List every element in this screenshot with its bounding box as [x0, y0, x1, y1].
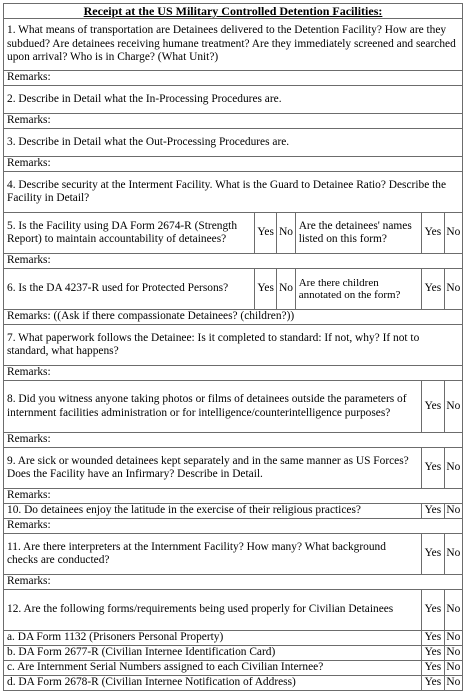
question-10: 10. Do detainees enjoy the latitude in the exercise of their religious practices?	[4, 504, 422, 519]
question-12a: a. DA Form 1132 (Prisoners Personal Property)	[4, 631, 422, 646]
remarks-field[interactable]: Remarks:	[4, 433, 463, 448]
question-11: 11. Are there interpreters at the Internment Facility? How many? What background checks are conducted?	[4, 534, 422, 575]
question-5: 5. Is the Facility using DA Form 2674-R (Strength Report) to maintain accountability of detainees?	[4, 213, 255, 254]
no-option[interactable]: No	[444, 269, 462, 310]
remarks-field[interactable]: Remarks:	[4, 254, 463, 269]
question-3: 3. Describe in Detail what the Out-Processing Procedures are.	[4, 129, 463, 157]
question-12c: c. Are Internment Serial Numbers assigned to each Civilian Internee?	[4, 661, 422, 676]
yes-option[interactable]: Yes	[422, 631, 444, 646]
yes-option[interactable]: Yes	[422, 590, 444, 631]
question-12b: b. DA Form 2677-R (Civilian Internee Identification Card)	[4, 646, 422, 661]
question-2: 2. Describe in Detail what the In-Processing Procedures are.	[4, 86, 463, 114]
no-option[interactable]: No	[444, 676, 462, 691]
yes-option[interactable]: Yes	[422, 213, 444, 254]
no-option[interactable]: No	[444, 661, 462, 676]
no-option[interactable]: No	[444, 534, 462, 575]
detention-checklist-table	[3, 3, 463, 691]
no-option[interactable]: No	[444, 590, 462, 631]
no-option[interactable]: No	[444, 381, 462, 433]
no-option[interactable]: No	[277, 213, 295, 254]
question-6: 6. Is the DA 4237-R used for Protected Persons?	[4, 269, 255, 310]
question-12d: d. DA Form 2678-R (Civilian Internee Notification of Address)	[4, 676, 422, 691]
question-7: 7. What paperwork follows the Detainee: Is it completed to standard: If not, why? If not to standard, what happens?	[4, 325, 463, 366]
remarks-field[interactable]: Remarks:	[4, 575, 463, 590]
no-option[interactable]: No	[444, 631, 462, 646]
yes-option[interactable]: Yes	[422, 381, 444, 433]
question-8: 8. Did you witness anyone taking photos or films of detainees outside the parameters of internment facilities administration or for intelligence/counterintelligence purposes?	[4, 381, 422, 433]
no-option[interactable]: No	[444, 646, 462, 661]
no-option[interactable]: No	[444, 504, 462, 519]
question-12: 12. Are the following forms/requirements being used properly for Civilian Detainees	[4, 590, 422, 631]
yes-option[interactable]: Yes	[422, 661, 444, 676]
question-1: 1. What means of transportation are Detainees delivered to the Detention Facility? How are they subdued? Are detainees receiving humane treatment? Are they immediately screened and searched upon arrival? Who is in Charge? (What Unit?)	[4, 19, 463, 71]
yes-option[interactable]: Yes	[422, 534, 444, 575]
yes-option[interactable]: Yes	[422, 646, 444, 661]
question-4: 4. Describe security at the Interment Facility. What is the Guard to Detainee Ratio? Describe the Facility in Detail?	[4, 172, 463, 213]
form-title: Receipt at the US Military Controlled Detention Facilities:	[4, 4, 463, 19]
remarks-field[interactable]: Remarks:	[4, 519, 463, 534]
yes-option[interactable]: Yes	[422, 504, 444, 519]
no-option[interactable]: No	[444, 448, 462, 489]
yes-option[interactable]: Yes	[254, 213, 276, 254]
remarks-field[interactable]: Remarks: ((Ask if there compassionate Detainees? (children?))	[4, 310, 463, 325]
remarks-field[interactable]: Remarks:	[4, 71, 463, 86]
remarks-field[interactable]: Remarks:	[4, 366, 463, 381]
no-option[interactable]: No	[444, 213, 462, 254]
yes-option[interactable]: Yes	[254, 269, 276, 310]
no-option[interactable]: No	[277, 269, 295, 310]
yes-option[interactable]: Yes	[422, 269, 444, 310]
question-5b: Are the detainees' names listed on this form?	[295, 213, 421, 254]
yes-option[interactable]: Yes	[422, 448, 444, 489]
question-6b: Are there children annotated on the form?	[295, 269, 421, 310]
remarks-field[interactable]: Remarks:	[4, 489, 463, 504]
remarks-field[interactable]: Remarks:	[4, 157, 463, 172]
remarks-field[interactable]: Remarks:	[4, 114, 463, 129]
yes-option[interactable]: Yes	[422, 676, 444, 691]
question-9: 9. Are sick or wounded detainees kept separately and in the same manner as US Forces? Does the Facility have an Infirmary? Describe in Detail.	[4, 448, 422, 489]
